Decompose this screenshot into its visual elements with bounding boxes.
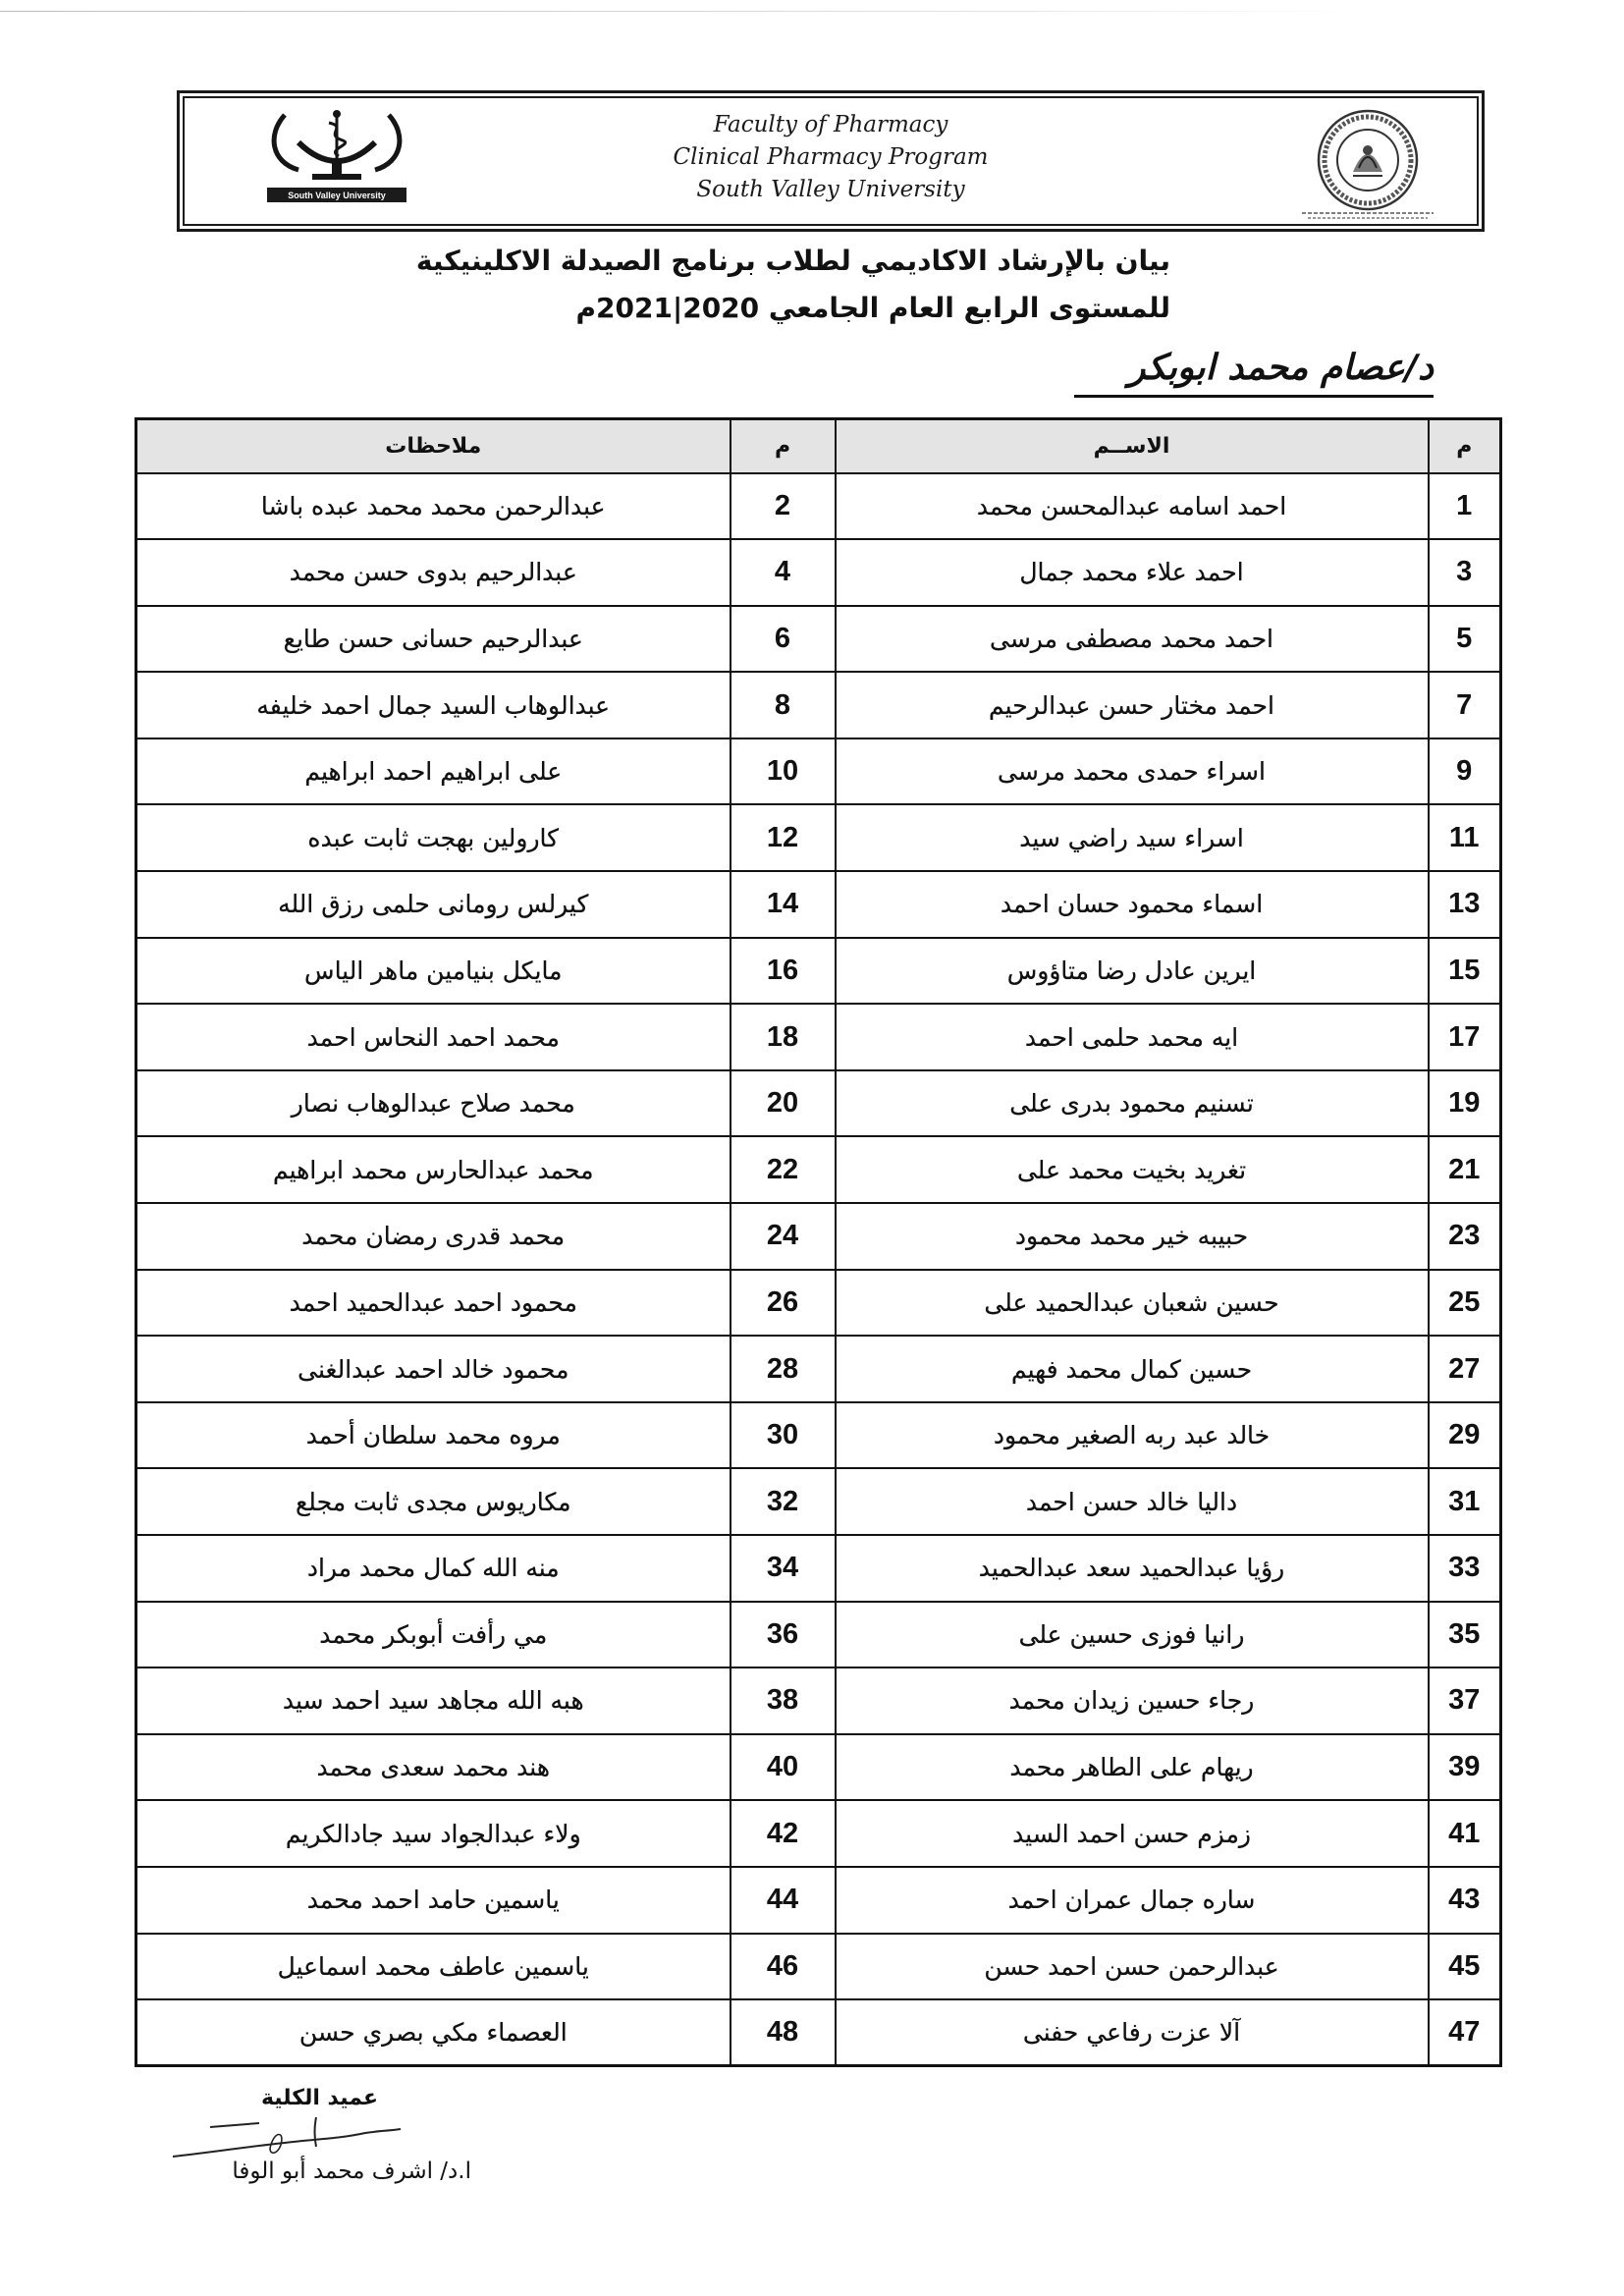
student-name-cell: تغريد بخيت محمد على — [836, 1136, 1429, 1203]
table-row — [136, 1934, 1501, 2000]
serial-cell: 27 — [1429, 1336, 1501, 1402]
student-name-cell: ريهام على الطاهر محمد — [836, 1734, 1429, 1801]
students-table — [135, 417, 1502, 2067]
serial-cell: 2 — [731, 473, 836, 540]
table-row — [136, 1004, 1501, 1070]
student-name-cell: هبه الله مجاهد سيد احمد سيد — [136, 1667, 731, 1734]
table-row — [136, 1999, 1501, 2066]
serial-cell: 45 — [1429, 1934, 1501, 2000]
header-notes: ملاحظات — [136, 419, 731, 473]
letterhead-box — [177, 90, 1485, 232]
header-serial-right: م — [1429, 419, 1501, 473]
table-row — [136, 606, 1501, 673]
table-row — [136, 1336, 1501, 1402]
student-name-cell: احمد اسامه عبدالمحسن محمد — [836, 473, 1429, 540]
student-name-cell: رانيا فوزى حسين على — [836, 1602, 1429, 1668]
student-name-cell: محمد صلاح عبدالوهاب نصار — [136, 1070, 731, 1137]
student-name-cell: مكاريوس مجدى ثابت مجلع — [136, 1468, 731, 1535]
serial-cell: 39 — [1429, 1734, 1501, 1801]
dean-name: ا.د/ اشرف محمد أبو الوفا — [232, 2159, 471, 2184]
program-line: Clinical Pharmacy Program — [673, 144, 989, 170]
student-name-cell: ساره جمال عمران احمد — [836, 1867, 1429, 1934]
student-name-cell: خالد عبد ربه الصغير محمود — [836, 1402, 1429, 1469]
faculty-seal-icon — [1294, 107, 1441, 221]
student-name-cell: ياسمين عاطف محمد اسماعيل — [136, 1934, 731, 2000]
serial-cell: 37 — [1429, 1667, 1501, 1734]
student-name-cell: محمود خالد احمد عبدالغنى — [136, 1336, 731, 1402]
serial-cell: 36 — [731, 1602, 836, 1668]
table-row — [136, 738, 1501, 805]
serial-cell: 25 — [1429, 1270, 1501, 1337]
serial-cell: 19 — [1429, 1070, 1501, 1137]
table-row — [136, 1136, 1501, 1203]
serial-cell: 6 — [731, 606, 836, 673]
serial-cell: 22 — [731, 1136, 836, 1203]
serial-cell: 47 — [1429, 1999, 1501, 2066]
table-row — [136, 1468, 1501, 1535]
scan-edge-line — [0, 11, 1355, 12]
student-name-cell: ياسمين حامد احمد محمد — [136, 1867, 731, 1934]
serial-cell: 14 — [731, 871, 836, 938]
table-row — [136, 1402, 1501, 1469]
student-name-cell: مي رأفت أبوبكر محمد — [136, 1602, 731, 1668]
serial-cell: 28 — [731, 1336, 836, 1402]
table-row — [136, 1070, 1501, 1137]
student-name-cell: حبيبه خير محمد محمود — [836, 1203, 1429, 1270]
serial-cell: 18 — [731, 1004, 836, 1070]
student-name-cell: رؤيا عبدالحميد سعد عبدالحميد — [836, 1535, 1429, 1602]
serial-cell: 34 — [731, 1535, 836, 1602]
student-name-cell: هند محمد سعدى محمد — [136, 1734, 731, 1801]
student-name-cell: تسنيم محمود بدرى على — [836, 1070, 1429, 1137]
student-name-cell: عبدالرحيم حسانى حسن طايع — [136, 606, 731, 673]
serial-cell: 31 — [1429, 1468, 1501, 1535]
serial-cell: 33 — [1429, 1535, 1501, 1602]
student-name-cell: كيرلس رومانى حلمى رزق الله — [136, 871, 731, 938]
table-row — [136, 1667, 1501, 1734]
serial-cell: 1 — [1429, 473, 1501, 540]
student-name-cell: احمد علاء محمد جمال — [836, 539, 1429, 606]
document-title: بيان بالإرشاد الاكاديمي لطلاب برنامج الصيدلة الاكلينيكية — [415, 245, 1170, 277]
serial-cell: 23 — [1429, 1203, 1501, 1270]
serial-cell: 26 — [731, 1270, 836, 1337]
table-row — [136, 938, 1501, 1005]
faculty-line: Faculty of Pharmacy — [713, 112, 948, 137]
serial-cell: 41 — [1429, 1800, 1501, 1867]
table-row — [136, 1800, 1501, 1867]
table-row — [136, 1535, 1501, 1602]
student-name-cell: آلا عزت رفاعي حفنى — [836, 1999, 1429, 2066]
table-row — [136, 1734, 1501, 1801]
serial-cell: 5 — [1429, 606, 1501, 673]
student-name-cell: داليا خالد حسن احمد — [836, 1468, 1429, 1535]
serial-cell: 10 — [731, 738, 836, 805]
student-name-cell: مايكل بنيامين ماهر الياس — [136, 938, 731, 1005]
serial-cell: 11 — [1429, 804, 1501, 871]
serial-cell: 44 — [731, 1867, 836, 1934]
serial-cell: 8 — [731, 672, 836, 738]
serial-cell: 12 — [731, 804, 836, 871]
header-serial-left: م — [731, 419, 836, 473]
student-name-cell: كارولين بهجت ثابت عبده — [136, 804, 731, 871]
academic-year-line: للمستوى الرابع العام الجامعي 2020|2021م — [575, 292, 1170, 324]
serial-cell: 17 — [1429, 1004, 1501, 1070]
table-row — [136, 1203, 1501, 1270]
serial-cell: 7 — [1429, 672, 1501, 738]
student-name-cell: ايرين عادل رضا متاؤوس — [836, 938, 1429, 1005]
university-line: South Valley University — [696, 177, 965, 202]
student-name-cell: محمد عبدالحارس محمد ابراهيم — [136, 1136, 731, 1203]
logo-caption: South Valley University — [288, 191, 386, 200]
serial-cell: 29 — [1429, 1402, 1501, 1469]
table-row — [136, 672, 1501, 738]
serial-cell: 9 — [1429, 738, 1501, 805]
student-name-cell: زمزم حسن احمد السيد — [836, 1800, 1429, 1867]
table-row — [136, 1867, 1501, 1934]
table-header-row — [136, 419, 1501, 473]
serial-cell: 3 — [1429, 539, 1501, 606]
table-row — [136, 473, 1501, 540]
student-name-cell: محمد احمد النحاس احمد — [136, 1004, 731, 1070]
student-name-cell: ولاء عبدالجواد سيد جادالكريم — [136, 1800, 731, 1867]
serial-cell: 30 — [731, 1402, 836, 1469]
serial-cell: 16 — [731, 938, 836, 1005]
serial-cell: 42 — [731, 1800, 836, 1867]
serial-cell: 21 — [1429, 1136, 1501, 1203]
student-name-cell: حسين كمال محمد فهيم — [836, 1336, 1429, 1402]
table-row — [136, 1270, 1501, 1337]
student-name-cell: عبدالرحمن محمد محمد عبده باشا — [136, 473, 731, 540]
serial-cell: 35 — [1429, 1602, 1501, 1668]
serial-cell: 38 — [731, 1667, 836, 1734]
student-name-cell: عبدالوهاب السيد جمال احمد خليفه — [136, 672, 731, 738]
serial-cell: 15 — [1429, 938, 1501, 1005]
student-name-cell: منه الله كمال محمد مراد — [136, 1535, 731, 1602]
student-name-cell: رجاء حسين زيدان محمد — [836, 1667, 1429, 1734]
student-name-cell: مروه محمد سلطان أحمد — [136, 1402, 731, 1469]
serial-cell: 46 — [731, 1934, 836, 2000]
dean-title: عميد الكلية — [260, 2086, 378, 2110]
student-name-cell: محمد قدرى رمضان محمد — [136, 1203, 731, 1270]
student-name-cell: اسماء محمود حسان احمد — [836, 871, 1429, 938]
serial-cell: 13 — [1429, 871, 1501, 938]
table-row — [136, 1602, 1501, 1668]
student-name-cell: اسراء حمدى محمد مرسى — [836, 738, 1429, 805]
student-name-cell: عبدالرحيم بدوى حسن محمد — [136, 539, 731, 606]
header-name: الاســم — [836, 419, 1429, 473]
student-name-cell: احمد محمد مصطفى مرسى — [836, 606, 1429, 673]
table-row — [136, 871, 1501, 938]
student-name-cell: اسراء سيد راضي سيد — [836, 804, 1429, 871]
student-name-cell: العصماء مكي بصري حسن — [136, 1999, 731, 2066]
serial-cell: 4 — [731, 539, 836, 606]
advisor-name: د/عصام محمد ابوبكر — [1074, 346, 1434, 398]
table-body — [136, 473, 1501, 2066]
student-name-cell: حسين شعبان عبدالحميد على — [836, 1270, 1429, 1337]
student-name-cell: على ابراهيم احمد ابراهيم — [136, 738, 731, 805]
student-name-cell: محمود احمد عبدالحميد احمد — [136, 1270, 731, 1337]
table-row — [136, 804, 1501, 871]
student-name-cell: ايه محمد حلمى احمد — [836, 1004, 1429, 1070]
serial-cell: 32 — [731, 1468, 836, 1535]
serial-cell: 20 — [731, 1070, 836, 1137]
table-row — [136, 539, 1501, 606]
student-name-cell: عبدالرحمن حسن احمد حسن — [836, 1934, 1429, 2000]
serial-cell: 40 — [731, 1734, 836, 1801]
serial-cell: 43 — [1429, 1867, 1501, 1934]
student-name-cell: احمد مختار حسن عبدالرحيم — [836, 672, 1429, 738]
serial-cell: 24 — [731, 1203, 836, 1270]
faculty-heading — [180, 109, 1482, 206]
serial-cell: 48 — [731, 1999, 836, 2066]
